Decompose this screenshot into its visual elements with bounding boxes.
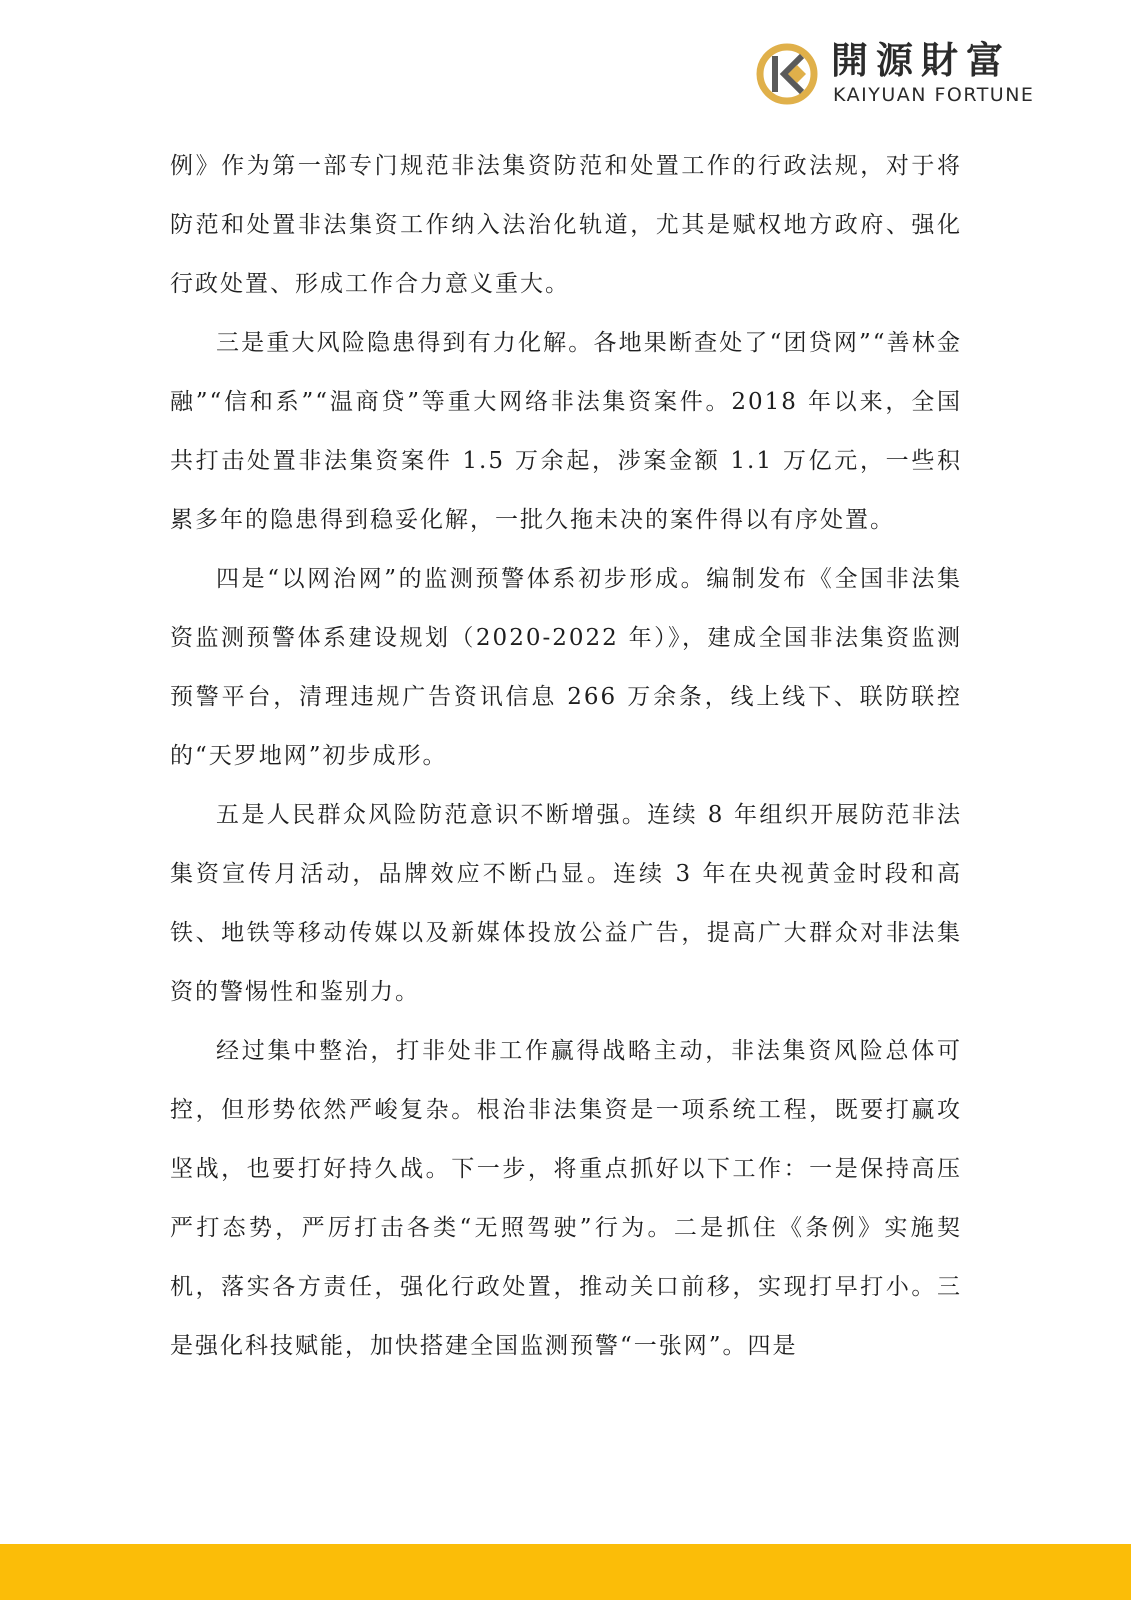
paragraph-next-steps: 经过集中整治，打非处非工作赢得战略主动，非法集资风险总体可控，但形势依然严峻复杂。根治非法集资是一项系统工程，既要打赢攻坚战，也要打好持久战。下一步，将重点抓好以下工作：一是保持高压严打态势，严厉打击各类“无照驾驶”行为。二是抓住《条例》实施契机，落实各方责任，强化行政处置，推动关口前移，实现打早打小。三是强化科技赋能，加快搭建全国监测预警“一张网”。四是	[170, 1038, 962, 1359]
kaiyuan-logo-icon	[755, 42, 819, 106]
company-logo	[755, 40, 1055, 108]
paragraph-public-awareness: 五是人民群众风险防范意识不断增强。连续 8 年组织开展防范非法集资宣传月活动，品牌效应不断凸显。连续 3 年在央视黄金时段和高铁、地铁等移动传媒以及新媒体投放公益广告，提高广大群众对非法集资的警惕性和鉴别力。	[170, 802, 962, 1005]
document-body	[170, 137, 962, 1376]
footer-accent-band	[0, 1544, 1131, 1600]
paragraph-monitoring-system: 四是“以网治网”的监测预警体系初步形成。编制发布《全国非法集资监测预警体系建设规划（2020-2022 年）》，建成全国非法集资监测预警平台，清理违规广告资讯信息 266 万余条，线上线下、联防联控的“天罗地网”初步成形。	[170, 566, 962, 769]
paragraph-risk-resolution: 三是重大风险隐患得到有力化解。各地果断查处了“团贷网”“善林金融”“信和系”“温商贷”等重大网络非法集资案件。2018 年以来，全国共打击处置非法集资案件 1.5 万余起，涉案金额 1.1 万亿元，一些积累多年的隐患得到稳妥化解，一批久拖未决的案件得以有序处置。	[170, 330, 962, 533]
logo-english-name: KAIYUAN FORTUNE	[833, 84, 1035, 106]
paragraph-regulation-significance: 例》作为第一部专门规范非法集资防范和处置工作的行政法规，对于将防范和处置非法集资工作纳入法治化轨道，尤其是赋权地方政府、强化行政处置、形成工作合力意义重大。	[170, 153, 962, 297]
logo-chinese-name: 開源財富	[831, 39, 1011, 82]
